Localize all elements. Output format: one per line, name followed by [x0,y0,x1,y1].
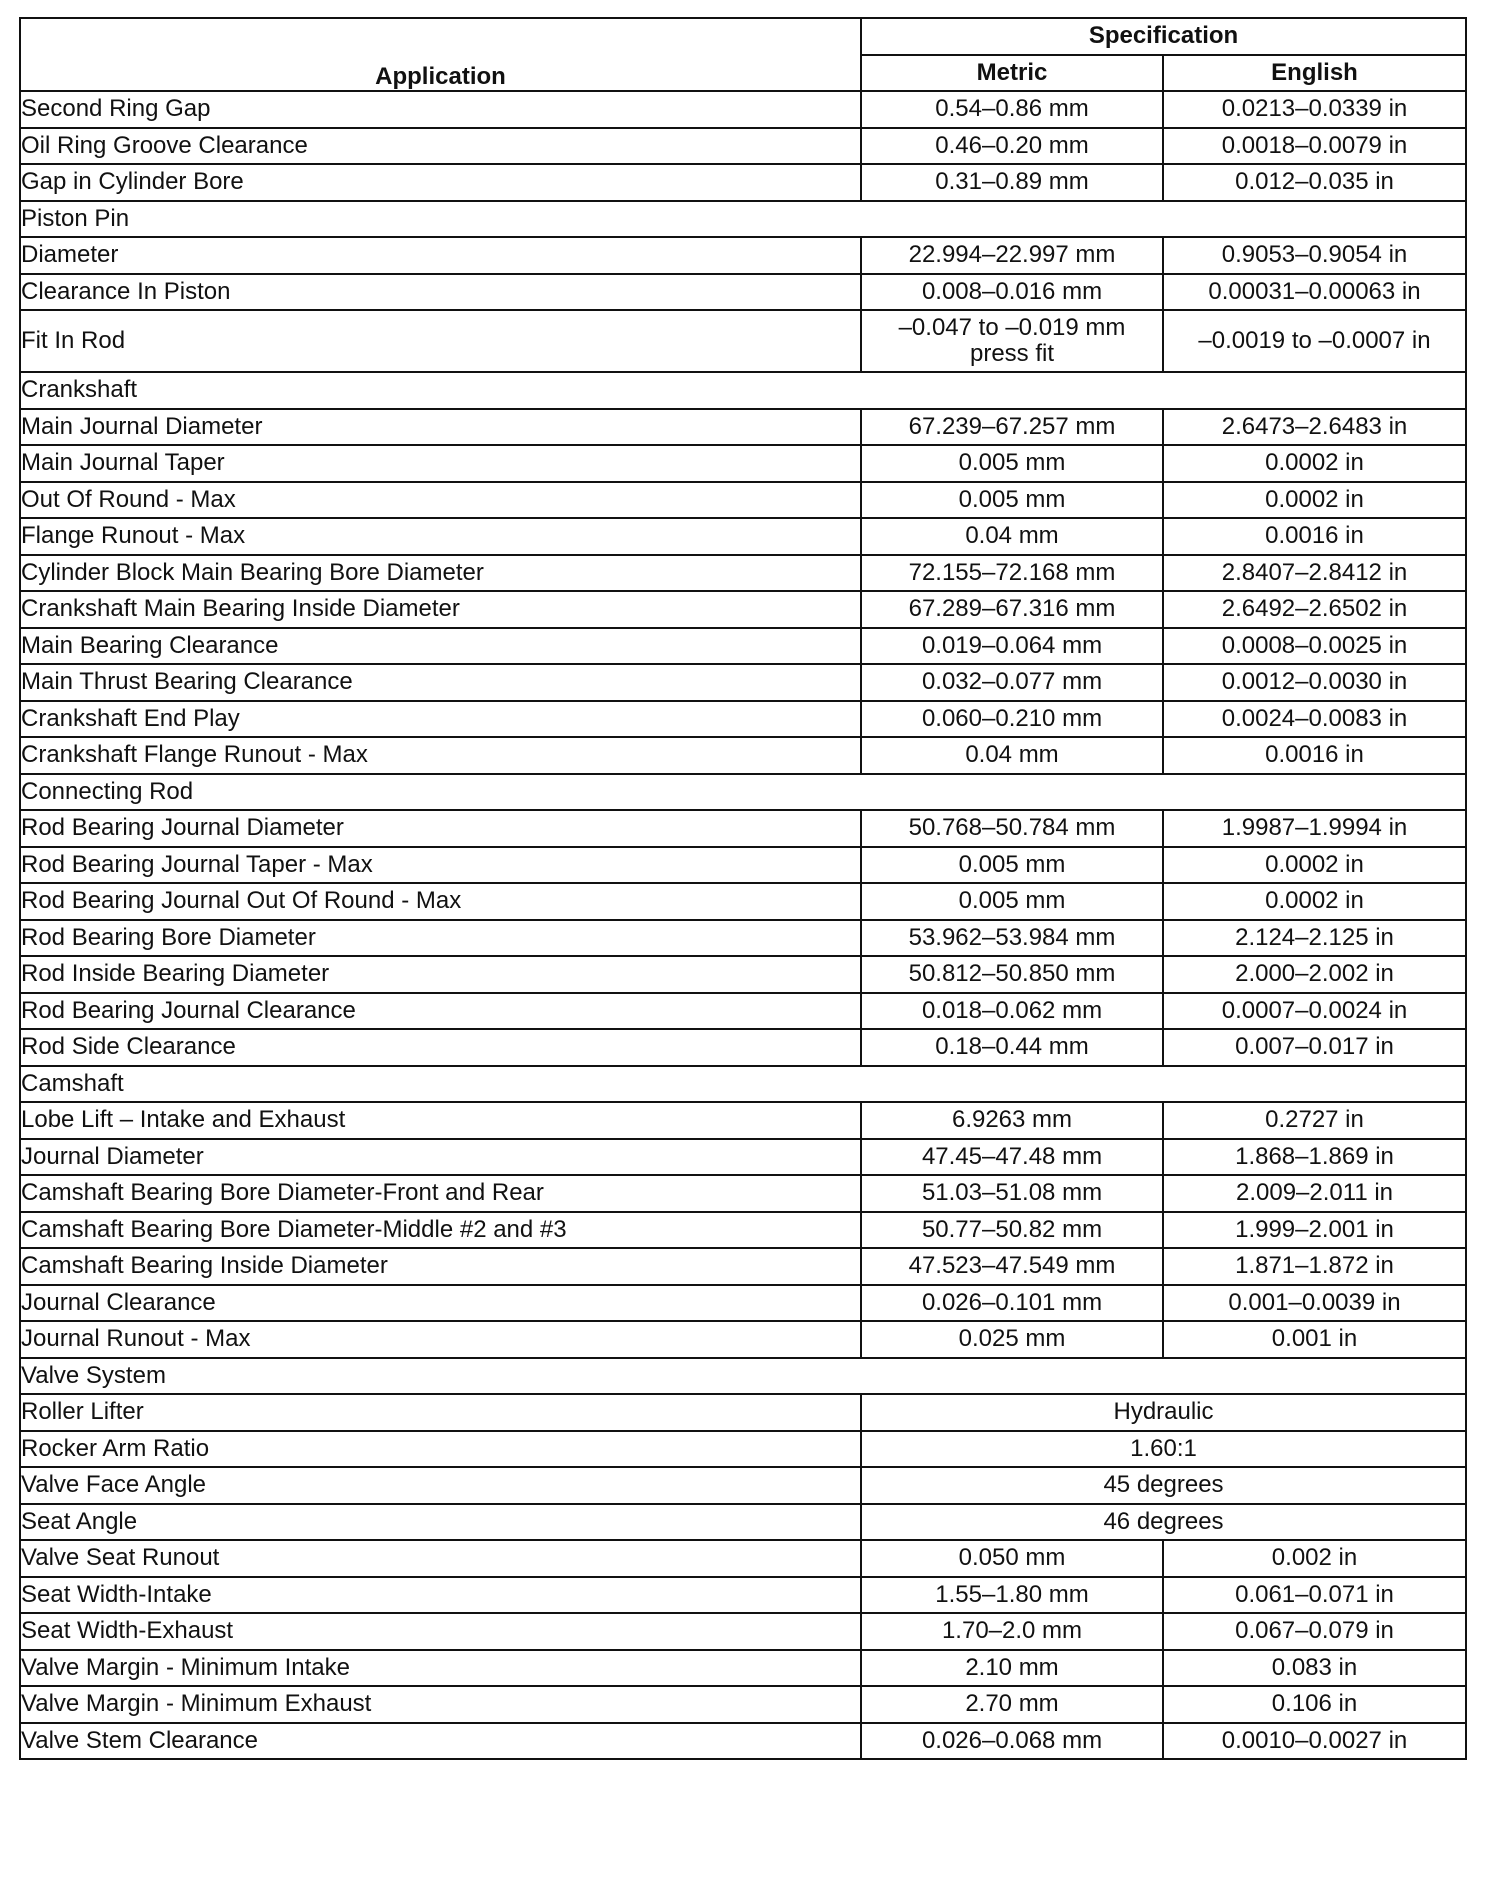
metric-cell: 0.31–0.89 mm [861,164,1163,201]
table-row [20,409,1466,446]
metric-cell: 0.005 mm [861,445,1163,482]
metric-cell: 0.026–0.101 mm [861,1285,1163,1322]
table-row [20,1467,1466,1504]
application-cell: Journal Diameter [20,1139,861,1176]
table-row [20,555,1466,592]
table-row [20,1175,1466,1212]
application-cell: Seat Width-Exhaust [20,1613,861,1650]
section-row [20,1066,1466,1103]
metric-cell: 0.54–0.86 mm [861,91,1163,128]
metric-cell: 47.523–47.549 mm [861,1248,1163,1285]
english-cell: 0.2727 in [1163,1102,1466,1139]
application-cell: Main Journal Taper [20,445,861,482]
table-row [20,1285,1466,1322]
application-cell: Valve Stem Clearance [20,1723,861,1760]
application-cell: Diameter [20,237,861,274]
metric-cell: 67.239–67.257 mm [861,409,1163,446]
metric-cell: 0.46–0.20 mm [861,128,1163,165]
table-row [20,847,1466,884]
metric-cell: 51.03–51.08 mm [861,1175,1163,1212]
application-header: Application [20,18,861,91]
section-title: Connecting Rod [20,774,1466,811]
english-cell: 1.999–2.001 in [1163,1212,1466,1249]
application-cell: Valve Face Angle [20,1467,861,1504]
application-cell: Lobe Lift – Intake and Exhaust [20,1102,861,1139]
english-cell: 2.009–2.011 in [1163,1175,1466,1212]
application-cell: Journal Runout - Max [20,1321,861,1358]
table-row [20,482,1466,519]
table-row [20,1504,1466,1541]
table-row [20,993,1466,1030]
section-row [20,201,1466,238]
table-row [20,591,1466,628]
application-cell: Out Of Round - Max [20,482,861,519]
section-title: Crankshaft [20,372,1466,409]
table-row [20,310,1466,372]
application-cell: Valve Margin - Minimum Exhaust [20,1686,861,1723]
metric-cell: 1.55–1.80 mm [861,1577,1163,1614]
application-cell: Rod Inside Bearing Diameter [20,956,861,993]
spec-value-cell: 1.60:1 [861,1431,1466,1468]
metric-cell: 0.008–0.016 mm [861,274,1163,311]
table-row [20,1102,1466,1139]
section-row [20,372,1466,409]
application-cell: Clearance In Piston [20,274,861,311]
table-header [20,18,1466,91]
application-cell: Rocker Arm Ratio [20,1431,861,1468]
application-cell: Main Thrust Bearing Clearance [20,664,861,701]
table-row [20,1248,1466,1285]
metric-cell: 2.70 mm [861,1686,1163,1723]
metric-cell: 50.812–50.850 mm [861,956,1163,993]
english-cell: 0.012–0.035 in [1163,164,1466,201]
application-cell: Crankshaft End Play [20,701,861,738]
table-row [20,1613,1466,1650]
application-cell: Crankshaft Main Bearing Inside Diameter [20,591,861,628]
table-row [20,1723,1466,1760]
metric-cell: 0.04 mm [861,518,1163,555]
english-cell: 0.0018–0.0079 in [1163,128,1466,165]
spec-value-cell: 45 degrees [861,1467,1466,1504]
application-cell: Cylinder Block Main Bearing Bore Diameter [20,555,861,592]
english-cell: –0.0019 to –0.0007 in [1163,310,1466,372]
table-row [20,237,1466,274]
application-cell: Main Bearing Clearance [20,628,861,665]
application-cell: Gap in Cylinder Bore [20,164,861,201]
table-row [20,1577,1466,1614]
table-row [20,1394,1466,1431]
english-cell: 0.9053–0.9054 in [1163,237,1466,274]
table-row [20,518,1466,555]
english-cell: 0.002 in [1163,1540,1466,1577]
english-cell: 0.106 in [1163,1686,1466,1723]
english-cell: 1.9987–1.9994 in [1163,810,1466,847]
metric-cell: 0.019–0.064 mm [861,628,1163,665]
application-cell: Rod Side Clearance [20,1029,861,1066]
table-row [20,956,1466,993]
table-row [20,1321,1466,1358]
table-row [20,628,1466,665]
application-cell: Seat Width-Intake [20,1577,861,1614]
application-cell: Camshaft Bearing Bore Diameter-Front and Rear [20,1175,861,1212]
metric-cell: 2.10 mm [861,1650,1163,1687]
metric-cell: 0.18–0.44 mm [861,1029,1163,1066]
application-cell: Oil Ring Groove Clearance [20,128,861,165]
metric-cell: 47.45–47.48 mm [861,1139,1163,1176]
application-cell: Second Ring Gap [20,91,861,128]
english-cell: 0.067–0.079 in [1163,1613,1466,1650]
english-cell: 0.0016 in [1163,518,1466,555]
english-cell: 0.0213–0.0339 in [1163,91,1466,128]
metric-cell: 50.768–50.784 mm [861,810,1163,847]
english-cell: 0.001 in [1163,1321,1466,1358]
table-row [20,1431,1466,1468]
table-row [20,1212,1466,1249]
english-cell: 1.868–1.869 in [1163,1139,1466,1176]
english-cell: 1.871–1.872 in [1163,1248,1466,1285]
english-cell: 0.001–0.0039 in [1163,1285,1466,1322]
english-cell: 2.8407–2.8412 in [1163,555,1466,592]
english-header: English [1163,55,1466,92]
section-title: Piston Pin [20,201,1466,238]
application-cell: Rod Bearing Journal Taper - Max [20,847,861,884]
english-cell: 0.083 in [1163,1650,1466,1687]
english-cell: 0.0002 in [1163,883,1466,920]
metric-cell: 50.77–50.82 mm [861,1212,1163,1249]
table-row [20,1686,1466,1723]
table-row [20,1139,1466,1176]
metric-cell: 0.005 mm [861,482,1163,519]
application-cell: Rod Bearing Journal Clearance [20,993,861,1030]
english-cell: 0.0010–0.0027 in [1163,1723,1466,1760]
metric-cell: 0.005 mm [861,847,1163,884]
table-row [20,274,1466,311]
metric-cell: 0.025 mm [861,1321,1163,1358]
metric-cell: 0.032–0.077 mm [861,664,1163,701]
table-row [20,91,1466,128]
table-row [20,128,1466,165]
application-cell: Journal Clearance [20,1285,861,1322]
table-row [20,701,1466,738]
metric-cell [861,310,1163,372]
metric-cell: 0.060–0.210 mm [861,701,1163,738]
section-row [20,774,1466,811]
metric-header: Metric [861,55,1163,92]
metric-cell: 0.018–0.062 mm [861,993,1163,1030]
application-cell: Flange Runout - Max [20,518,861,555]
spec-value-cell: Hydraulic [861,1394,1466,1431]
metric-note-line: press fit [969,340,1055,367]
application-cell: Crankshaft Flange Runout - Max [20,737,861,774]
english-cell: 0.0007–0.0024 in [1163,993,1466,1030]
table-row [20,164,1466,201]
section-title: Valve System [20,1358,1466,1395]
metric-value-line: –0.047 to –0.019 mm [898,314,1126,341]
table-row [20,737,1466,774]
metric-cell: 67.289–67.316 mm [861,591,1163,628]
metric-cell: 0.050 mm [861,1540,1163,1577]
table-row [20,445,1466,482]
english-cell: 0.0016 in [1163,737,1466,774]
english-cell: 0.0008–0.0025 in [1163,628,1466,665]
section-title: Camshaft [20,1066,1466,1103]
application-cell: Camshaft Bearing Bore Diameter-Middle #2 and #3 [20,1212,861,1249]
application-cell: Seat Angle [20,1504,861,1541]
english-cell: 2.6492–2.6502 in [1163,591,1466,628]
metric-cell: 0.026–0.068 mm [861,1723,1163,1760]
english-cell: 0.0002 in [1163,445,1466,482]
english-cell: 0.0002 in [1163,482,1466,519]
application-cell: Rod Bearing Journal Out Of Round - Max [20,883,861,920]
application-cell: Valve Seat Runout [20,1540,861,1577]
specification-table [19,17,1467,1760]
metric-cell: 22.994–22.997 mm [861,237,1163,274]
table-row [20,1540,1466,1577]
table-row [20,810,1466,847]
application-cell: Camshaft Bearing Inside Diameter [20,1248,861,1285]
english-cell: 2.6473–2.6483 in [1163,409,1466,446]
metric-cell: 6.9263 mm [861,1102,1163,1139]
english-cell: 0.0012–0.0030 in [1163,664,1466,701]
metric-cell: 0.04 mm [861,737,1163,774]
table-row [20,664,1466,701]
metric-cell: 1.70–2.0 mm [861,1613,1163,1650]
metric-cell: 72.155–72.168 mm [861,555,1163,592]
english-cell: 2.124–2.125 in [1163,920,1466,957]
metric-cell: 53.962–53.984 mm [861,920,1163,957]
table-body [20,91,1466,1759]
table-row [20,1029,1466,1066]
spec-value-cell: 46 degrees [861,1504,1466,1541]
english-cell: 0.00031–0.00063 in [1163,274,1466,311]
english-cell: 0.061–0.071 in [1163,1577,1466,1614]
section-row [20,1358,1466,1395]
application-cell: Rod Bearing Journal Diameter [20,810,861,847]
application-cell: Rod Bearing Bore Diameter [20,920,861,957]
table-row [20,1650,1466,1687]
application-cell: Main Journal Diameter [20,409,861,446]
metric-cell: 0.005 mm [861,883,1163,920]
table-row [20,920,1466,957]
application-cell: Roller Lifter [20,1394,861,1431]
english-cell: 0.0024–0.0083 in [1163,701,1466,738]
application-cell: Fit In Rod [20,310,861,372]
specification-header: Specification [861,18,1466,55]
english-cell: 0.0002 in [1163,847,1466,884]
application-cell: Valve Margin - Minimum Intake [20,1650,861,1687]
english-cell: 0.007–0.017 in [1163,1029,1466,1066]
english-cell: 2.000–2.002 in [1163,956,1466,993]
table-row [20,883,1466,920]
